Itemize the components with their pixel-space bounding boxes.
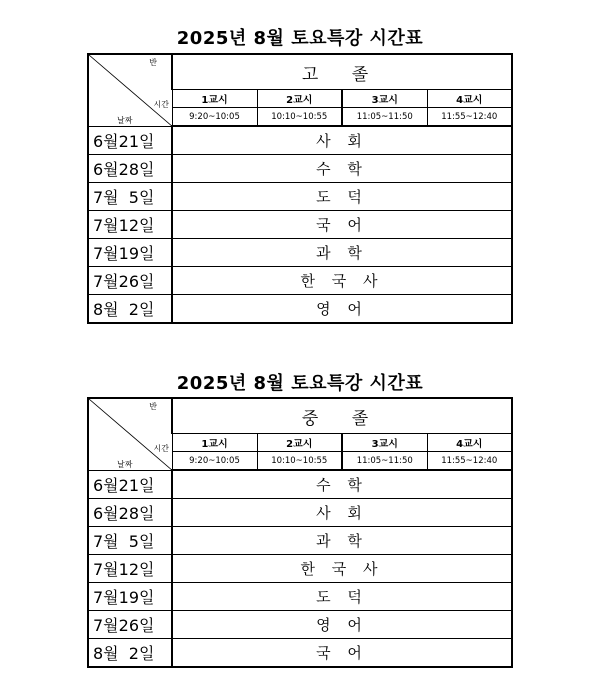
date-cell: 6월21일: [88, 470, 172, 498]
table-row: [88, 182, 512, 210]
date-cell: 7월12일: [88, 210, 172, 238]
subject-cell: 국 어: [172, 210, 512, 238]
group-header: 고 졸: [172, 54, 512, 90]
timetable-title: 2025년 8월 토요특강 시간표: [176, 28, 424, 49]
period-time: 11:05~11:50: [342, 108, 427, 127]
period-name: 2교시: [257, 434, 342, 452]
subject-cell: 영 어: [172, 610, 512, 638]
subject-cell: 수 학: [172, 470, 512, 498]
time-label: 시간: [153, 100, 169, 109]
period-name: 2교시: [257, 90, 342, 108]
date-cell: 7월19일: [88, 238, 172, 266]
date-cell: 8월 2일: [88, 638, 172, 667]
table-row: [88, 238, 512, 266]
subject-cell: 영 어: [172, 294, 512, 323]
timetable: [87, 53, 513, 324]
period-time: 9:20~10:05: [172, 108, 257, 127]
date-cell: 7월26일: [88, 266, 172, 294]
table-row: [88, 526, 512, 554]
subject-cell: 과 학: [172, 526, 512, 554]
time-label: 시간: [153, 444, 169, 453]
table-row: [88, 210, 512, 238]
subject-cell: 한 국 사: [172, 266, 512, 294]
subject-cell: 사 회: [172, 498, 512, 526]
period-name: 1교시: [172, 90, 257, 108]
date-cell: 7월 5일: [88, 182, 172, 210]
period-time: 9:20~10:05: [172, 452, 257, 471]
table-row: [88, 294, 512, 323]
subject-cell: 수 학: [172, 154, 512, 182]
table-row: [88, 638, 512, 667]
period-time: 10:10~10:55: [257, 452, 342, 471]
subject-cell: 사 회: [172, 126, 512, 154]
class-label: 반: [149, 58, 157, 67]
period-name: 4교시: [427, 434, 512, 452]
timetable-title: 2025년 8월 토요특강 시간표: [176, 373, 424, 394]
table-row: [88, 498, 512, 526]
table-row: [88, 582, 512, 610]
subject-cell: 국 어: [172, 638, 512, 667]
date-label: 날짜: [117, 460, 133, 469]
period-name: 1교시: [172, 434, 257, 452]
period-name: 3교시: [342, 90, 427, 108]
date-cell: 7월 5일: [88, 526, 172, 554]
table-row: [88, 470, 512, 498]
table-row: [88, 154, 512, 182]
period-time: 11:05~11:50: [342, 452, 427, 471]
timetable: [87, 397, 513, 668]
period-time: 11:55~12:40: [427, 108, 512, 127]
date-label: 날짜: [117, 116, 133, 125]
date-cell: 6월28일: [88, 154, 172, 182]
subject-cell: 과 학: [172, 238, 512, 266]
corner-header-cell: [88, 398, 172, 470]
subject-cell: 한 국 사: [172, 554, 512, 582]
corner-header-cell: [88, 54, 172, 126]
period-name: 4교시: [427, 90, 512, 108]
date-cell: 6월28일: [88, 498, 172, 526]
table-row: [88, 610, 512, 638]
date-cell: 7월19일: [88, 582, 172, 610]
period-time: 11:55~12:40: [427, 452, 512, 471]
date-cell: 7월26일: [88, 610, 172, 638]
date-cell: 8월 2일: [88, 294, 172, 323]
table-row: [88, 266, 512, 294]
subject-cell: 도 덕: [172, 182, 512, 210]
class-label: 반: [149, 402, 157, 411]
date-cell: 7월12일: [88, 554, 172, 582]
table-row: [88, 126, 512, 154]
subject-cell: 도 덕: [172, 582, 512, 610]
group-header: 중 졸: [172, 398, 512, 434]
period-time: 10:10~10:55: [257, 108, 342, 127]
date-cell: 6월21일: [88, 126, 172, 154]
table-row: [88, 554, 512, 582]
period-name: 3교시: [342, 434, 427, 452]
